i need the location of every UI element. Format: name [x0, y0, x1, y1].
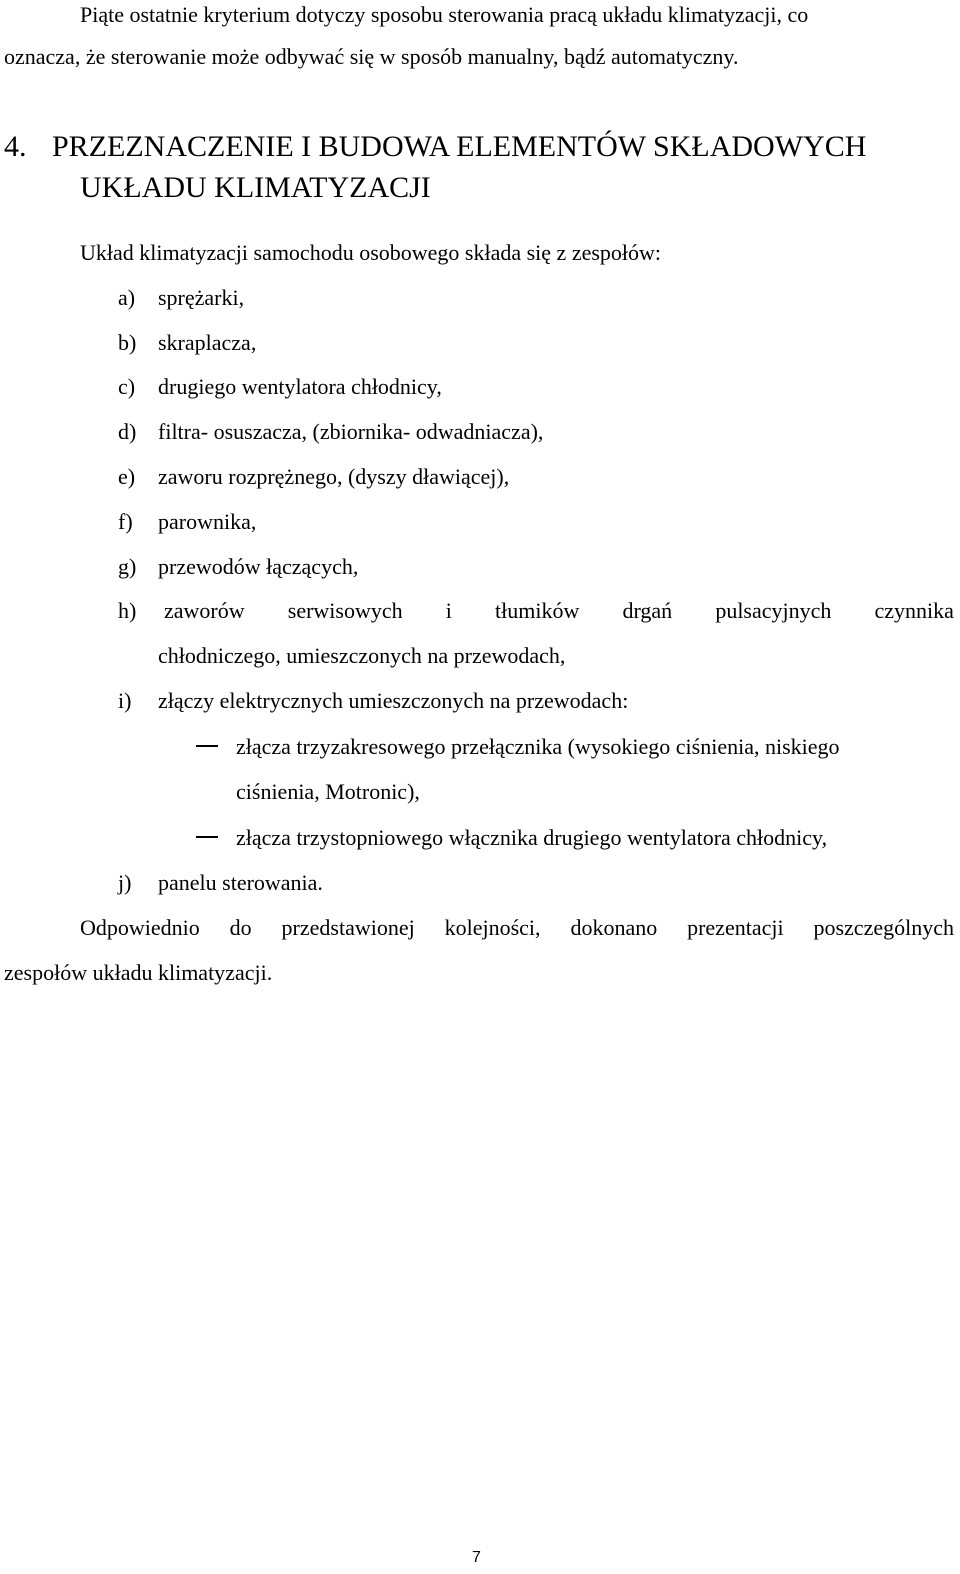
- list-item-label: a): [118, 285, 136, 310]
- list-item-text: filtra- osuszacza, (zbiornika- odwadniacza),: [158, 419, 544, 444]
- list-item-label: e): [118, 464, 136, 489]
- word: zaworów: [164, 598, 245, 623]
- list-item-label: d): [118, 419, 137, 444]
- list-item-label: j): [118, 870, 132, 895]
- list-item-text-continuation: chłodniczego, umieszczonych na przewodach,: [158, 643, 566, 668]
- word: Odpowiednio: [80, 915, 200, 940]
- word: i: [445, 598, 452, 623]
- list-item-text: sprężarki,: [158, 285, 245, 310]
- word: kolejności,: [444, 915, 541, 940]
- word: poszczególnych: [813, 915, 954, 940]
- word: do: [229, 915, 252, 940]
- list-item-text: zaworu rozprężnego, (dyszy dławiącej),: [158, 464, 510, 489]
- word: czynnika: [874, 598, 954, 623]
- list-item-text: drugiego wentylatora chłodnicy,: [158, 374, 442, 399]
- lead-sentence: Układ klimatyzacji samochodu osobowego składa się z zespołów:: [80, 240, 662, 265]
- word: dokonano: [570, 915, 658, 940]
- sublist-item-text: złącza trzyzakresowego przełącznika (wysokiego ciśnienia, niskiego: [236, 734, 840, 759]
- dash-bullet-icon: [196, 836, 218, 838]
- word: prezentacji: [687, 915, 784, 940]
- list-item-label: i): [118, 688, 132, 713]
- list-item-text: przewodów łączących,: [158, 554, 359, 579]
- list-item-text: parownika,: [158, 509, 257, 534]
- word: tłumików: [495, 598, 580, 623]
- section-title-line-2: UKŁADU KLIMATYZACJI: [80, 171, 431, 204]
- section-number: 4.: [4, 130, 27, 163]
- sublist-item-text-continuation: ciśnienia, Motronic),: [236, 779, 420, 804]
- word: przedstawionej: [281, 915, 415, 940]
- intro-line-1: Piąte ostatnie kryterium dotyczy sposobu sterowania pracą układu klimatyzacji, co: [80, 2, 809, 27]
- list-item-text: panelu sterowania.: [158, 870, 323, 895]
- list-item-text-justified: [164, 598, 954, 624]
- list-item-label: h): [118, 598, 137, 623]
- section-title-line-1: PRZEZNACZENIE I BUDOWA ELEMENTÓW SKŁADOWYCH: [52, 130, 867, 163]
- page-number: 7: [472, 1549, 481, 1566]
- list-item-text: złączy elektrycznych umieszczonych na przewodach:: [158, 688, 629, 713]
- closing-line-2: zespołów układu klimatyzacji.: [4, 960, 273, 985]
- intro-line-2: oznacza, że sterowanie może odbywać się w sposób manualny, bądź automatyczny.: [4, 44, 739, 69]
- word: serwisowych: [287, 598, 403, 623]
- dash-bullet-icon: [196, 745, 218, 747]
- sublist-item-text: złącza trzystopniowego włącznika drugiego wentylatora chłodnicy,: [236, 825, 828, 850]
- list-item-label: b): [118, 330, 137, 355]
- list-item-label: c): [118, 374, 136, 399]
- closing-line-1: [80, 915, 954, 941]
- list-item-text: skraplacza,: [158, 330, 257, 355]
- word: pulsacyjnych: [715, 598, 832, 623]
- list-item-label: f): [118, 509, 133, 534]
- word: drgań: [622, 598, 673, 623]
- list-item-label: g): [118, 554, 137, 579]
